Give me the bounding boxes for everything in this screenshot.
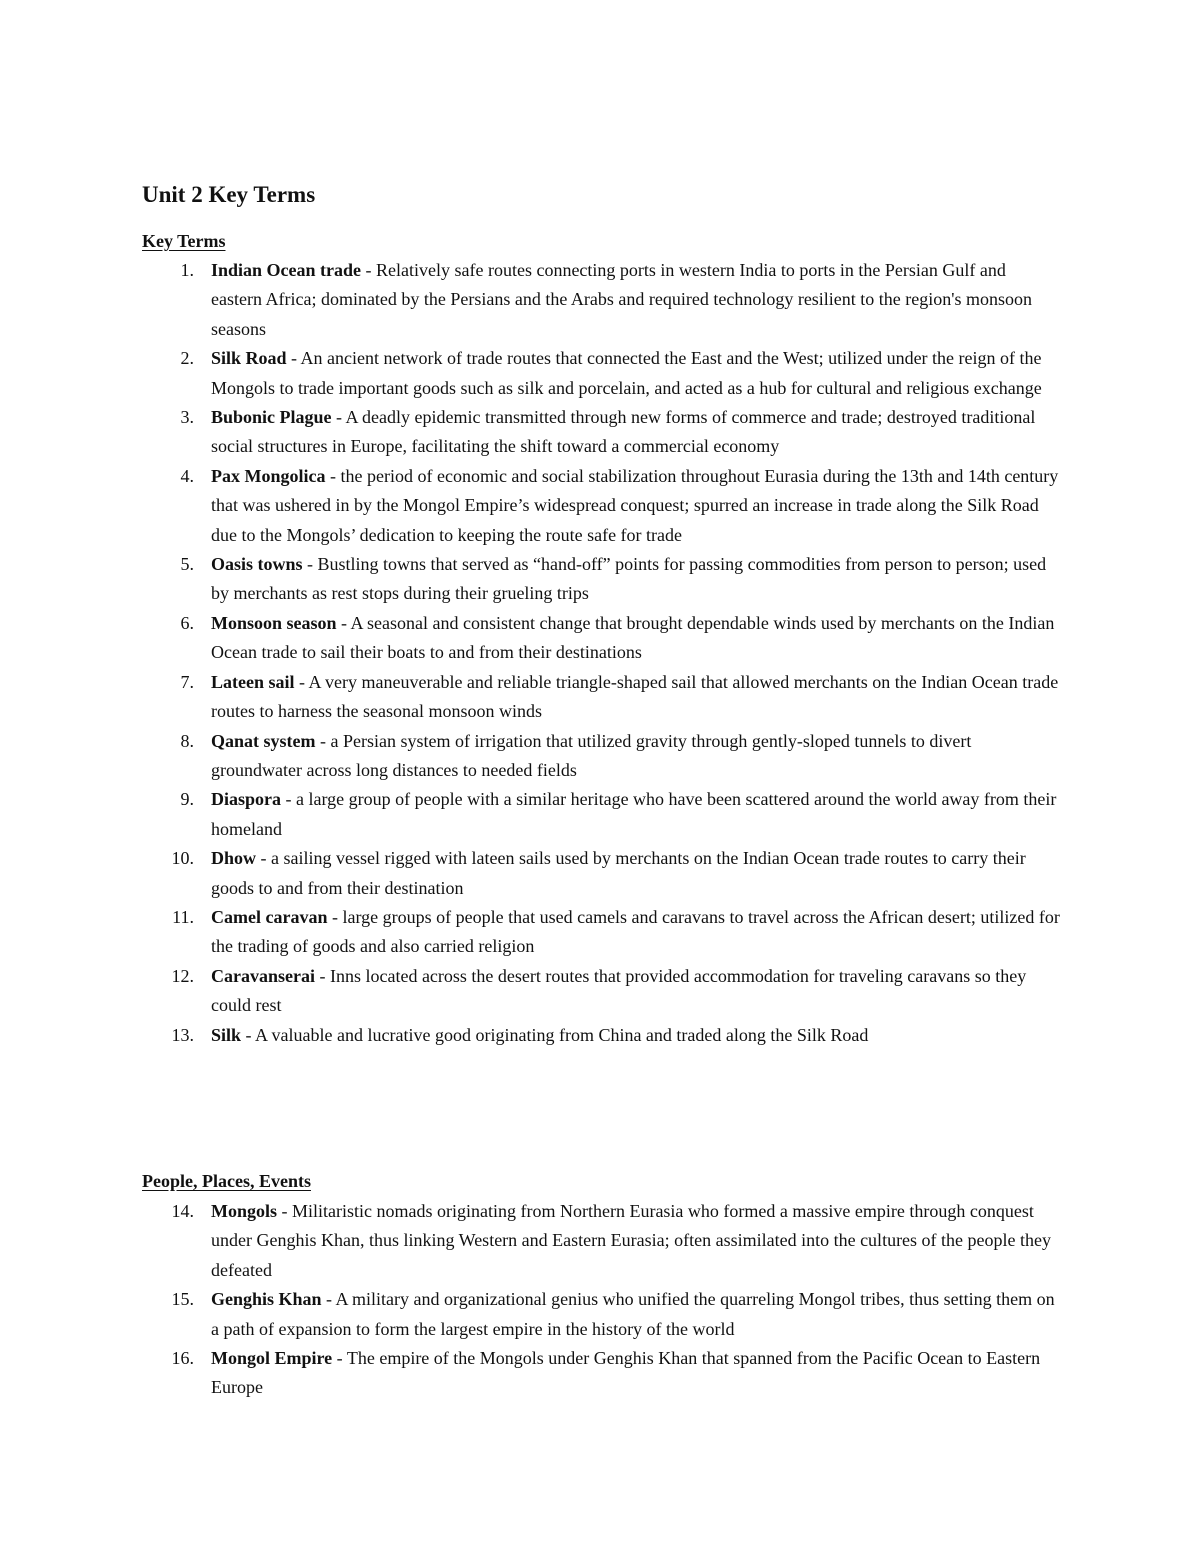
term-item xyxy=(0,785,1061,844)
term-name: Pax Mongolica xyxy=(211,465,326,486)
term-name: Genghis Khan xyxy=(211,1289,322,1310)
term-item xyxy=(0,903,1061,962)
term-item xyxy=(0,727,1061,786)
term-number: 9. xyxy=(180,789,194,810)
term-definition: - a Persian system of irrigation that utilized gravity through gently-sloped tunnels to divert groundwater across long distances to needed fields xyxy=(211,730,972,780)
term-number: 7. xyxy=(180,671,194,692)
term-name: Bubonic Plague xyxy=(211,407,332,428)
term-item xyxy=(0,1285,1061,1344)
term-number: 5. xyxy=(180,554,194,575)
term-item xyxy=(0,256,1061,344)
term-definition: - Relatively safe routes connecting ports in western India to ports in the Persian Gulf and eastern Africa; dominated by the Persians and the Arabs and required technology resilient to the region's monsoon seasons xyxy=(211,260,1033,339)
term-name: Mongol Empire xyxy=(211,1348,333,1369)
term-name: Silk Road xyxy=(211,348,287,369)
document-title: Unit 2 Key Terms xyxy=(142,182,316,207)
term-number: 4. xyxy=(180,465,194,486)
term-number: 1. xyxy=(180,260,194,280)
term-item xyxy=(0,668,1061,727)
term-definition: - Bustling towns that served as “hand-off” points for passing commodities from person to person; used by merchants as rest stops during their grueling trips xyxy=(211,554,1047,604)
term-definition: - large groups of people that used camels and caravans to travel across the African desert; utilized for the trading of goods and also carried religion xyxy=(211,906,1060,957)
term-item xyxy=(0,609,1061,668)
key-terms-list xyxy=(0,256,1200,1050)
term-definition: - A military and organizational genius who unified the quarreling Mongol tribes, thus setting them on a path of expansion to form the largest empire in the history of the world xyxy=(211,1289,1055,1339)
term-name: Silk xyxy=(211,1024,242,1045)
term-number: 11. xyxy=(172,906,194,927)
term-name: Caravanserai xyxy=(211,965,315,986)
term-item xyxy=(0,344,1061,403)
term-number: 12. xyxy=(171,965,194,986)
term-definition: - Militaristic nomads originating from Northern Eurasia who formed a massive empire through conquest under Genghis Khan, thus linking Western and Eastern Eurasia; often assimilated into the cultures of the people they defeated xyxy=(211,1201,1052,1280)
term-number: 6. xyxy=(180,612,194,633)
term-item xyxy=(0,1197,1061,1285)
term-item xyxy=(0,403,1061,462)
term-item xyxy=(0,550,1061,609)
term-name: Monsoon season xyxy=(211,612,337,633)
term-number: 8. xyxy=(180,730,194,751)
term-name: Lateen sail xyxy=(211,671,295,692)
term-definition: - a large group of people with a similar heritage who have been scattered around the world away from their homeland xyxy=(211,789,1057,839)
term-item xyxy=(0,1344,1061,1403)
section-heading-people-places-events: People, Places, Events xyxy=(142,1171,311,1191)
term-definition: - the period of economic and social stabilization throughout Eurasia during the 13th and 14th century that was ushered in by the Mongol Empire’s widespread conquest; spurred an increase in trade along the Silk Road due to the Mongols’ dedication to keeping the route safe for trade xyxy=(211,465,1059,545)
term-number: 13. xyxy=(171,1024,194,1045)
term-name: Mongols xyxy=(211,1201,278,1221)
term-definition: - The empire of the Mongols under Genghis Khan that spanned from the Pacific Ocean to Eastern Europe xyxy=(211,1348,1041,1398)
people-places-events-list xyxy=(0,1197,1200,1403)
term-name: Indian Ocean trade xyxy=(211,260,362,280)
term-definition: - A valuable and lucrative good originating from China and traded along the Silk Road xyxy=(241,1024,869,1045)
term-number: 10. xyxy=(171,848,194,869)
term-name: Oasis towns xyxy=(211,554,303,575)
term-name: Camel caravan xyxy=(211,906,328,927)
term-item xyxy=(0,1021,1061,1050)
term-definition: - A deadly epidemic transmitted through new forms of commerce and trade; destroyed traditional social structures in Europe, facilitating the shift toward a commercial economy xyxy=(211,407,1036,457)
term-number: 2. xyxy=(180,348,194,369)
term-number: 15. xyxy=(171,1289,194,1310)
term-number: 3. xyxy=(180,407,194,428)
term-number: 16. xyxy=(171,1348,194,1369)
term-definition: - Inns located across the desert routes that provided accommodation for traveling caravans so they could rest xyxy=(211,965,1027,1016)
term-name: Dhow xyxy=(211,848,257,869)
term-item xyxy=(0,844,1061,903)
term-number: 14. xyxy=(171,1201,194,1221)
term-definition: - A very maneuverable and reliable triangle-shaped sail that allowed merchants on the Indian Ocean trade routes to harness the seasonal monsoon winds xyxy=(211,671,1059,722)
term-definition: - An ancient network of trade routes that connected the East and the West; utilized under the reign of the Mongols to trade important goods such as silk and porcelain, and acted as a hub for cultural and religious exchange xyxy=(211,348,1042,398)
term-name: Qanat system xyxy=(211,730,316,751)
term-item xyxy=(0,462,1061,550)
term-definition: - a sailing vessel rigged with lateen sails used by merchants on the Indian Ocean trade routes to carry their goods to and from their destination xyxy=(211,848,1026,898)
term-name: Diaspora xyxy=(211,789,282,810)
section-heading-key-terms: Key Terms xyxy=(142,231,226,251)
term-item xyxy=(0,962,1061,1021)
term-definition: - A seasonal and consistent change that brought dependable winds used by merchants on the Indian Ocean trade to sail their boats to and from their destinations xyxy=(211,612,1055,663)
